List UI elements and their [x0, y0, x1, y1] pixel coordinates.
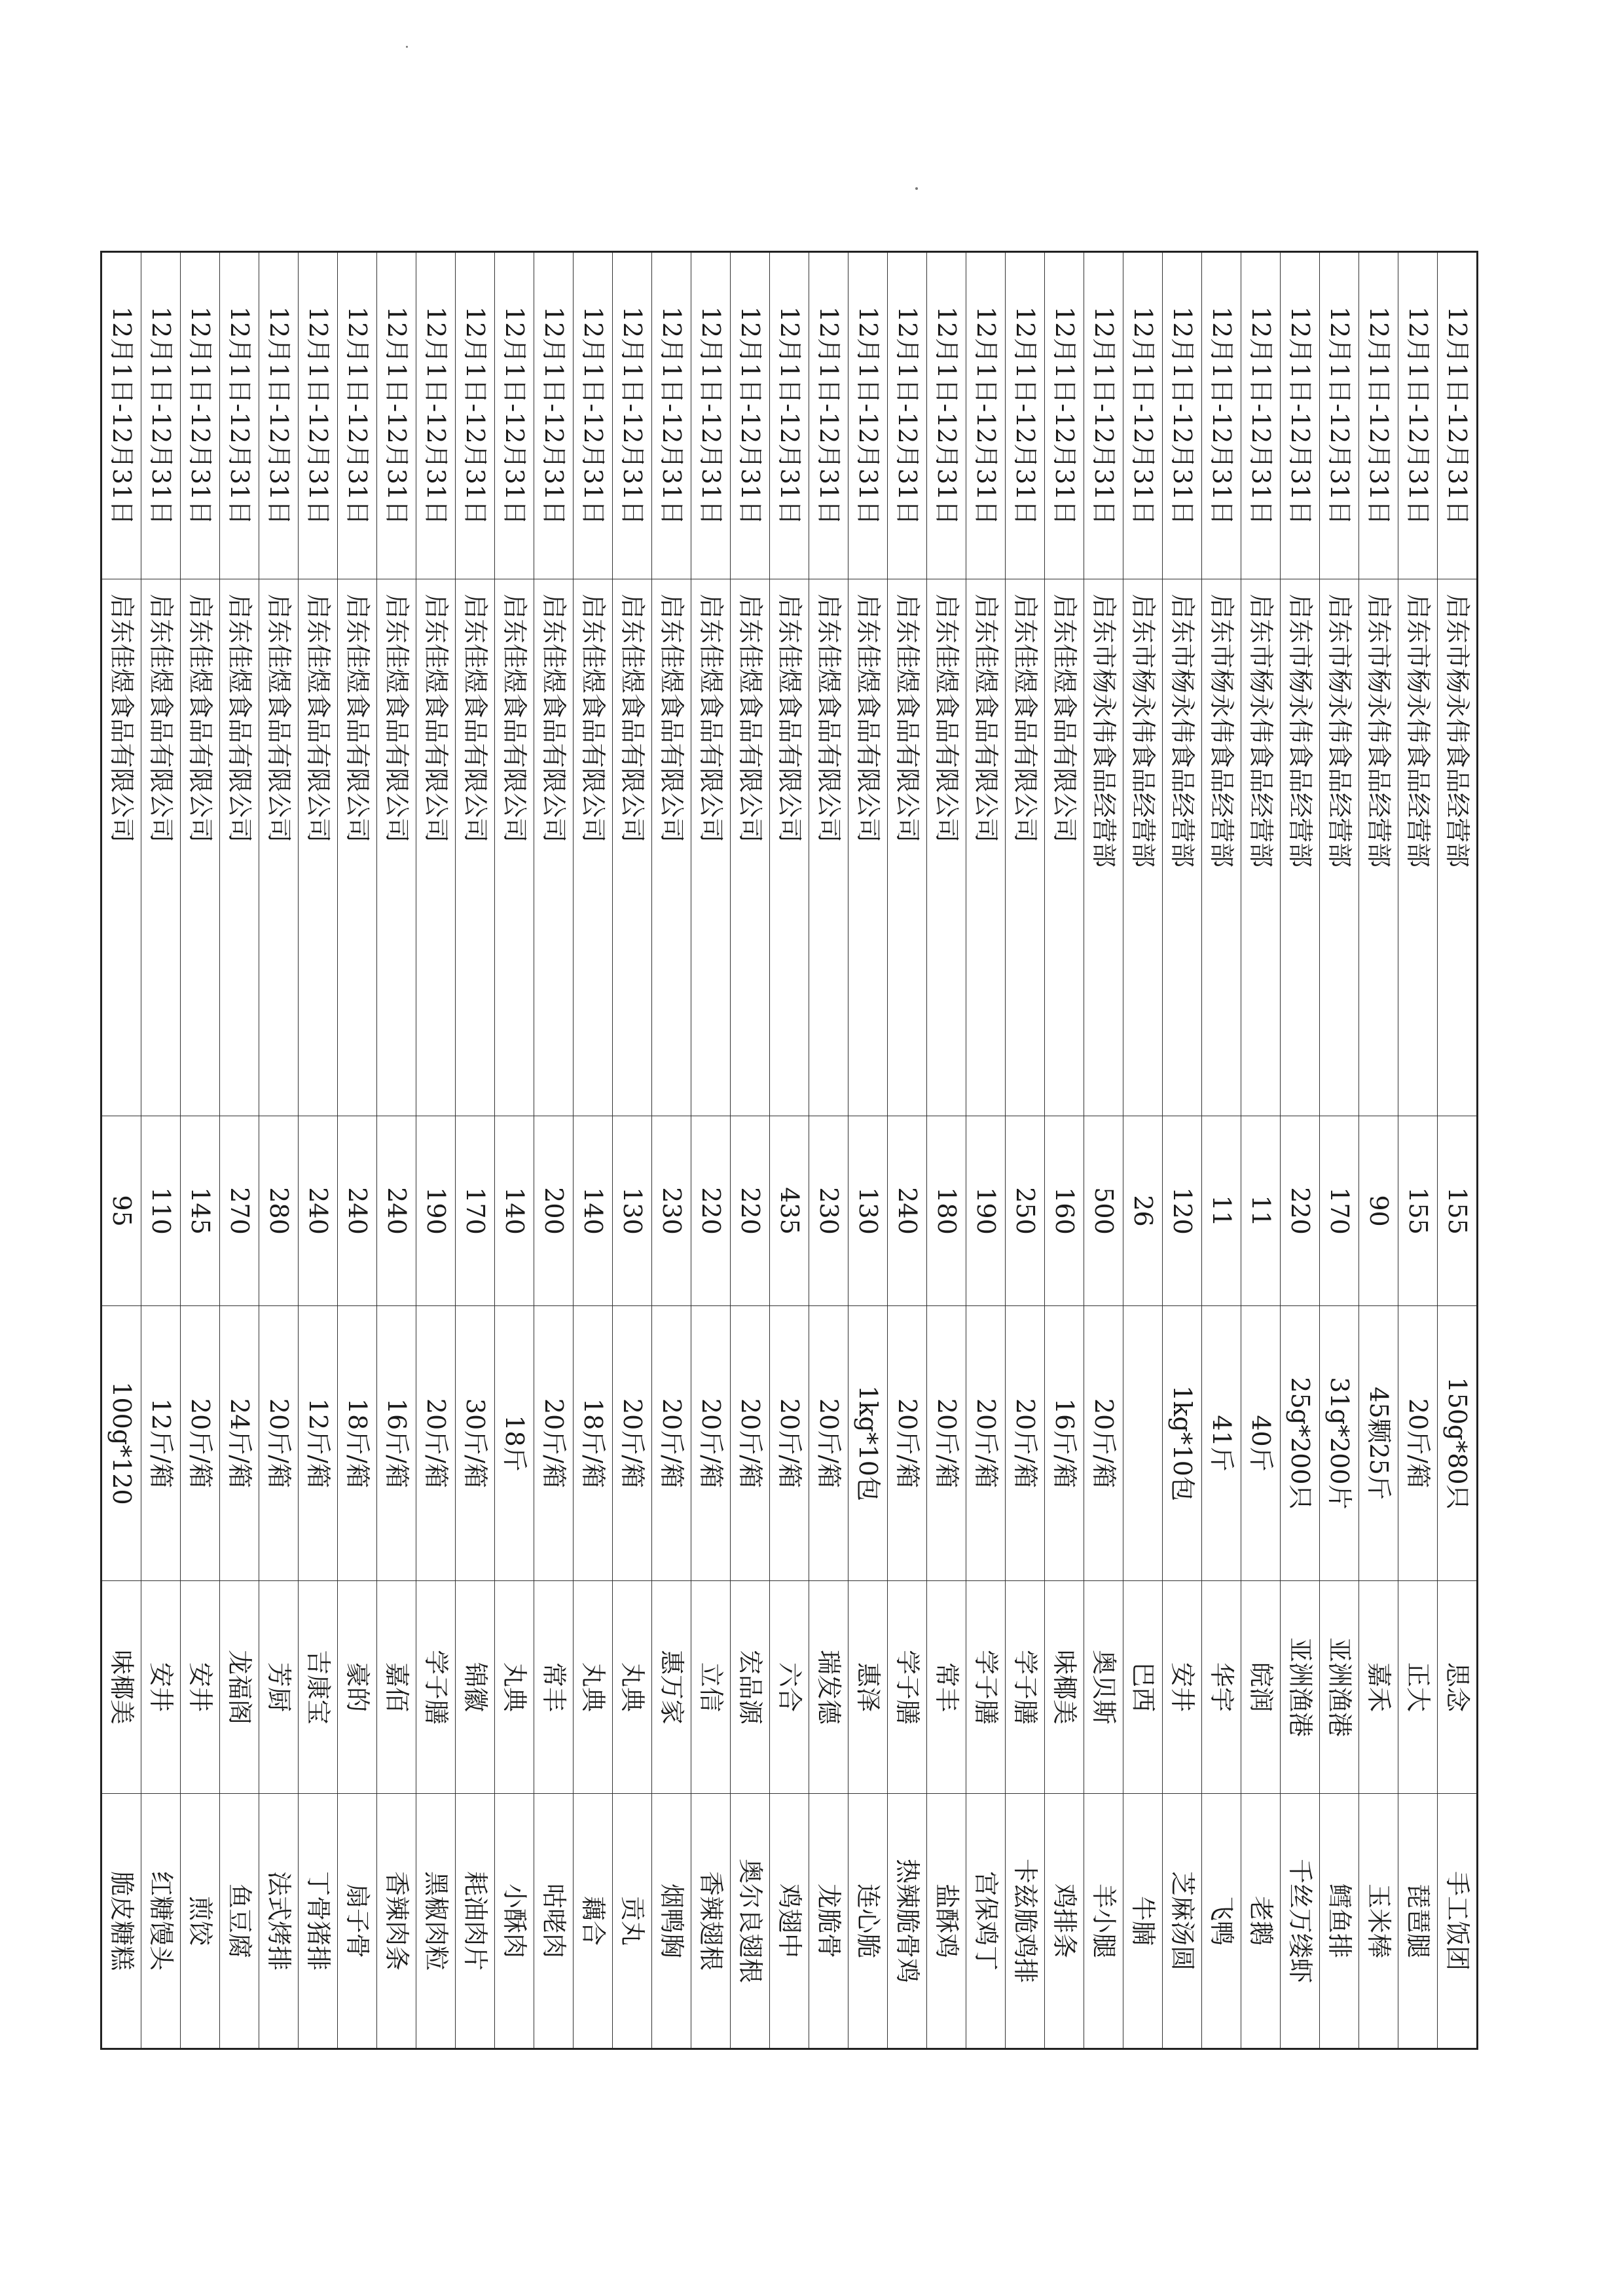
cell-date: 12月1日-12月31日	[926, 251, 966, 579]
table-row	[101, 251, 141, 2049]
cell-company: 启东佳煜食品有限公司	[926, 579, 966, 1116]
supply-table	[100, 251, 1478, 2050]
cell-qty: 190	[966, 1116, 1005, 1305]
cell-qty: 170	[1319, 1116, 1359, 1305]
cell-brand: 宏品源	[730, 1580, 769, 1793]
cell-name: 奥尔良翅根	[730, 1793, 769, 2049]
cell-company: 启东佳煜食品有限公司	[573, 579, 612, 1116]
cell-qty: 180	[926, 1116, 966, 1305]
table-row	[1044, 251, 1084, 2049]
cell-name: 羊小腿	[1084, 1793, 1123, 2049]
cell-spec: 20斤/箱	[534, 1305, 573, 1580]
cell-qty: 230	[651, 1116, 691, 1305]
table-row	[1398, 251, 1437, 2049]
cell-company: 启东佳煜食品有限公司	[1005, 579, 1044, 1116]
table-row	[1201, 251, 1241, 2049]
cell-company: 启东佳煜食品有限公司	[691, 579, 730, 1116]
cell-qty: 240	[298, 1116, 337, 1305]
cell-spec: 20斤/箱	[926, 1305, 966, 1580]
cell-spec: 25g*200只	[1280, 1305, 1319, 1580]
cell-date: 12月1日-12月31日	[612, 251, 651, 579]
cell-spec: 41斤	[1201, 1305, 1241, 1580]
cell-date: 12月1日-12月31日	[1123, 251, 1162, 579]
cell-spec: 16斤/箱	[376, 1305, 416, 1580]
cell-brand: 立信	[691, 1580, 730, 1793]
cell-date: 12月1日-12月31日	[1044, 251, 1084, 579]
table-row	[455, 251, 494, 2049]
cell-brand: 亚洲渔港	[1319, 1580, 1359, 1793]
cell-qty: 26	[1123, 1116, 1162, 1305]
table-row	[769, 251, 809, 2049]
cell-brand: 正大	[1398, 1580, 1437, 1793]
cell-name: 烟鸭胸	[651, 1793, 691, 2049]
cell-name: 扇子骨	[337, 1793, 376, 2049]
cell-spec: 45颗25斤	[1359, 1305, 1398, 1580]
cell-date: 12月1日-12月31日	[141, 251, 180, 579]
cell-date: 12月1日-12月31日	[1162, 251, 1201, 579]
cell-qty: 155	[1437, 1116, 1477, 1305]
cell-qty: 240	[376, 1116, 416, 1305]
cell-qty: 220	[1280, 1116, 1319, 1305]
cell-spec: 20斤/箱	[416, 1305, 455, 1580]
cell-qty: 140	[494, 1116, 534, 1305]
cell-spec: 1kg*10包	[848, 1305, 887, 1580]
scan-speck	[915, 187, 918, 190]
cell-date: 12月1日-12月31日	[1359, 251, 1398, 579]
table-row	[926, 251, 966, 2049]
cell-name: 手工饭团	[1437, 1793, 1477, 2049]
cell-name: 盐酥鸡	[926, 1793, 966, 2049]
cell-spec: 20斤/箱	[769, 1305, 809, 1580]
cell-spec: 1kg*10包	[1162, 1305, 1201, 1580]
cell-qty: 500	[1084, 1116, 1123, 1305]
cell-name: 鳕鱼排	[1319, 1793, 1359, 2049]
cell-company: 启东佳煜食品有限公司	[651, 579, 691, 1116]
cell-brand: 惠泽	[848, 1580, 887, 1793]
cell-brand: 味椰美	[1044, 1580, 1084, 1793]
table-row	[259, 251, 298, 2049]
cell-qty: 230	[809, 1116, 848, 1305]
cell-qty: 140	[573, 1116, 612, 1305]
cell-brand: 华宇	[1201, 1580, 1241, 1793]
cell-company: 启东市杨永伟食品经营部	[1319, 579, 1359, 1116]
cell-qty: 11	[1241, 1116, 1280, 1305]
cell-company: 启东市杨永伟食品经营部	[1437, 579, 1477, 1116]
cell-qty: 160	[1044, 1116, 1084, 1305]
cell-company: 启东佳煜食品有限公司	[1044, 579, 1084, 1116]
cell-qty: 280	[259, 1116, 298, 1305]
cell-spec: 12斤/箱	[141, 1305, 180, 1580]
cell-date: 12月1日-12月31日	[416, 251, 455, 579]
cell-company: 启东市杨永伟食品经营部	[1398, 579, 1437, 1116]
cell-qty: 130	[612, 1116, 651, 1305]
cell-qty: 170	[455, 1116, 494, 1305]
cell-name: 小酥肉	[494, 1793, 534, 2049]
table-row	[1280, 251, 1319, 2049]
table-row	[691, 251, 730, 2049]
cell-company: 启东佳煜食品有限公司	[376, 579, 416, 1116]
cell-brand: 学子膳	[416, 1580, 455, 1793]
cell-brand: 芳厨	[259, 1580, 298, 1793]
cell-spec: 150g*80只	[1437, 1305, 1477, 1580]
cell-qty: 240	[887, 1116, 926, 1305]
table-row	[141, 251, 180, 2049]
table-row	[809, 251, 848, 2049]
cell-brand: 嘉佰	[376, 1580, 416, 1793]
cell-qty: 435	[769, 1116, 809, 1305]
cell-brand: 丸典	[612, 1580, 651, 1793]
cell-company: 启东市杨永伟食品经营部	[1280, 579, 1319, 1116]
supply-table-body	[101, 251, 1477, 2049]
cell-date: 12月1日-12月31日	[1319, 251, 1359, 579]
table-row	[887, 251, 926, 2049]
cell-date: 12月1日-12月31日	[809, 251, 848, 579]
cell-name: 老鹅	[1241, 1793, 1280, 2049]
cell-brand: 丸典	[573, 1580, 612, 1793]
cell-brand: 嘉禾	[1359, 1580, 1398, 1793]
table-row	[219, 251, 259, 2049]
cell-name: 贡丸	[612, 1793, 651, 2049]
cell-qty: 220	[730, 1116, 769, 1305]
cell-spec: 20斤/箱	[691, 1305, 730, 1580]
cell-date: 12月1日-12月31日	[1241, 251, 1280, 579]
cell-brand: 安井	[1162, 1580, 1201, 1793]
cell-date: 12月1日-12月31日	[455, 251, 494, 579]
cell-company: 启东佳煜食品有限公司	[259, 579, 298, 1116]
cell-date: 12月1日-12月31日	[769, 251, 809, 579]
cell-name: 香辣翅根	[691, 1793, 730, 2049]
cell-brand: 巴西	[1123, 1580, 1162, 1793]
cell-date: 12月1日-12月31日	[1201, 251, 1241, 579]
cell-date: 12月1日-12月31日	[651, 251, 691, 579]
cell-date: 12月1日-12月31日	[730, 251, 769, 579]
cell-company: 启东佳煜食品有限公司	[730, 579, 769, 1116]
cell-spec: 24斤/箱	[219, 1305, 259, 1580]
cell-brand: 豪的	[337, 1580, 376, 1793]
cell-spec: 16斤/箱	[1044, 1305, 1084, 1580]
cell-spec: 20斤/箱	[809, 1305, 848, 1580]
cell-brand: 锦徽	[455, 1580, 494, 1793]
cell-qty: 270	[219, 1116, 259, 1305]
scan-speck	[406, 46, 408, 48]
cell-qty: 130	[848, 1116, 887, 1305]
cell-name: 红糖馒头	[141, 1793, 180, 2049]
cell-brand: 安井	[141, 1580, 180, 1793]
cell-company: 启东佳煜食品有限公司	[219, 579, 259, 1116]
table-row	[298, 251, 337, 2049]
cell-company: 启东佳煜食品有限公司	[534, 579, 573, 1116]
cell-brand: 丸典	[494, 1580, 534, 1793]
cell-spec: 20斤/箱	[180, 1305, 219, 1580]
cell-date: 12月1日-12月31日	[494, 251, 534, 579]
cell-brand: 思念	[1437, 1580, 1477, 1793]
cell-brand: 皖润	[1241, 1580, 1280, 1793]
cell-spec: 40斤	[1241, 1305, 1280, 1580]
cell-spec	[1123, 1305, 1162, 1580]
cell-brand: 惠万家	[651, 1580, 691, 1793]
cell-company: 启东市杨永伟食品经营部	[1241, 579, 1280, 1116]
cell-company: 启东佳煜食品有限公司	[494, 579, 534, 1116]
cell-date: 12月1日-12月31日	[219, 251, 259, 579]
cell-name: 芝麻汤圆	[1162, 1793, 1201, 2049]
cell-qty: 220	[691, 1116, 730, 1305]
cell-qty: 240	[337, 1116, 376, 1305]
cell-name: 牛腩	[1123, 1793, 1162, 2049]
table-row	[376, 251, 416, 2049]
cell-date: 12月1日-12月31日	[1005, 251, 1044, 579]
cell-name: 玉米棒	[1359, 1793, 1398, 2049]
table-row	[651, 251, 691, 2049]
cell-spec: 31g*200片	[1319, 1305, 1359, 1580]
table-row	[534, 251, 573, 2049]
cell-spec: 20斤/箱	[730, 1305, 769, 1580]
cell-qty: 145	[180, 1116, 219, 1305]
cell-name: 飞鸭	[1201, 1793, 1241, 2049]
cell-qty: 250	[1005, 1116, 1044, 1305]
table-row	[1241, 251, 1280, 2049]
cell-name: 香辣肉条	[376, 1793, 416, 2049]
cell-name: 千丝万缕虾	[1280, 1793, 1319, 2049]
cell-name: 法式烤排	[259, 1793, 298, 2049]
cell-qty: 200	[534, 1116, 573, 1305]
cell-name: 热辣脆骨鸡	[887, 1793, 926, 2049]
cell-date: 12月1日-12月31日	[1437, 251, 1477, 579]
cell-name: 宫保鸡丁	[966, 1793, 1005, 2049]
cell-date: 12月1日-12月31日	[573, 251, 612, 579]
cell-brand: 常丰	[534, 1580, 573, 1793]
cell-name: 鱼豆腐	[219, 1793, 259, 2049]
cell-name: 煎饺	[180, 1793, 219, 2049]
cell-name: 卡兹脆鸡排	[1005, 1793, 1044, 2049]
cell-company: 启东佳煜食品有限公司	[141, 579, 180, 1116]
cell-company: 启东市杨永伟食品经营部	[1123, 579, 1162, 1116]
table-row	[573, 251, 612, 2049]
table-row	[494, 251, 534, 2049]
cell-brand: 常丰	[926, 1580, 966, 1793]
cell-name: 鸡翅中	[769, 1793, 809, 2049]
cell-company: 启东佳煜食品有限公司	[337, 579, 376, 1116]
cell-name: 丁骨猪排	[298, 1793, 337, 2049]
cell-spec: 20斤/箱	[612, 1305, 651, 1580]
cell-name: 连心脆	[848, 1793, 887, 2049]
table-row	[848, 251, 887, 2049]
cell-name: 龙脆骨	[809, 1793, 848, 2049]
cell-date: 12月1日-12月31日	[259, 251, 298, 579]
cell-brand: 味椰美	[101, 1580, 141, 1793]
cell-company: 启东佳煜食品有限公司	[298, 579, 337, 1116]
cell-company: 启东佳煜食品有限公司	[848, 579, 887, 1116]
cell-name: 脆皮糖糕	[101, 1793, 141, 2049]
cell-brand: 瑞发德	[809, 1580, 848, 1793]
cell-company: 启东市杨永伟食品经营部	[1162, 579, 1201, 1116]
cell-brand: 学子膳	[966, 1580, 1005, 1793]
cell-date: 12月1日-12月31日	[534, 251, 573, 579]
cell-qty: 190	[416, 1116, 455, 1305]
cell-qty: 95	[101, 1116, 141, 1305]
cell-date: 12月1日-12月31日	[1084, 251, 1123, 579]
cell-company: 启东市杨永伟食品经营部	[1359, 579, 1398, 1116]
cell-name: 琵琶腿	[1398, 1793, 1437, 2049]
table-row	[416, 251, 455, 2049]
cell-company: 启东佳煜食品有限公司	[966, 579, 1005, 1116]
cell-spec: 100g*120	[101, 1305, 141, 1580]
cell-date: 12月1日-12月31日	[337, 251, 376, 579]
cell-company: 启东佳煜食品有限公司	[101, 579, 141, 1116]
cell-spec: 20斤/箱	[1084, 1305, 1123, 1580]
cell-spec: 20斤/箱	[1398, 1305, 1437, 1580]
table-row	[337, 251, 376, 2049]
table-row	[1123, 251, 1162, 2049]
table-row	[180, 251, 219, 2049]
cell-spec: 12斤/箱	[298, 1305, 337, 1580]
table-row	[730, 251, 769, 2049]
cell-brand: 吉康宝	[298, 1580, 337, 1793]
cell-date: 12月1日-12月31日	[966, 251, 1005, 579]
table-row	[1437, 251, 1477, 2049]
cell-qty: 120	[1162, 1116, 1201, 1305]
cell-brand: 六合	[769, 1580, 809, 1793]
cell-qty: 90	[1359, 1116, 1398, 1305]
cell-company: 启东佳煜食品有限公司	[455, 579, 494, 1116]
cell-qty: 155	[1398, 1116, 1437, 1305]
cell-date: 12月1日-12月31日	[180, 251, 219, 579]
table-row	[612, 251, 651, 2049]
cell-qty: 110	[141, 1116, 180, 1305]
cell-spec: 18斤	[494, 1305, 534, 1580]
cell-spec: 20斤/箱	[651, 1305, 691, 1580]
cell-date: 12月1日-12月31日	[848, 251, 887, 579]
cell-brand: 学子膳	[887, 1580, 926, 1793]
cell-name: 耗油肉片	[455, 1793, 494, 2049]
table-row	[1359, 251, 1398, 2049]
cell-spec: 20斤/箱	[259, 1305, 298, 1580]
cell-name: 黑椒肉粒	[416, 1793, 455, 2049]
cell-spec: 20斤/箱	[966, 1305, 1005, 1580]
cell-brand: 安井	[180, 1580, 219, 1793]
cell-company: 启东佳煜食品有限公司	[809, 579, 848, 1116]
cell-qty: 11	[1201, 1116, 1241, 1305]
cell-name: 咕咾肉	[534, 1793, 573, 2049]
cell-company: 启东佳煜食品有限公司	[887, 579, 926, 1116]
table-row	[1005, 251, 1044, 2049]
cell-date: 12月1日-12月31日	[1398, 251, 1437, 579]
cell-spec: 20斤/箱	[1005, 1305, 1044, 1580]
cell-date: 12月1日-12月31日	[298, 251, 337, 579]
cell-spec: 18斤/箱	[337, 1305, 376, 1580]
cell-company: 启东佳煜食品有限公司	[180, 579, 219, 1116]
cell-date: 12月1日-12月31日	[376, 251, 416, 579]
table-row	[966, 251, 1005, 2049]
cell-brand: 奥贝斯	[1084, 1580, 1123, 1793]
cell-company: 启东市杨永伟食品经营部	[1201, 579, 1241, 1116]
cell-company: 启东佳煜食品有限公司	[416, 579, 455, 1116]
table-row	[1084, 251, 1123, 2049]
table-row	[1162, 251, 1201, 2049]
cell-spec: 20斤/箱	[887, 1305, 926, 1580]
rotated-table-sheet	[61, 251, 1478, 2048]
table-row	[1319, 251, 1359, 2049]
cell-company: 启东市杨永伟食品经营部	[1084, 579, 1123, 1116]
cell-date: 12月1日-12月31日	[101, 251, 141, 579]
cell-date: 12月1日-12月31日	[691, 251, 730, 579]
cell-brand: 亚洲渔港	[1280, 1580, 1319, 1793]
cell-name: 藕合	[573, 1793, 612, 2049]
cell-date: 12月1日-12月31日	[1280, 251, 1319, 579]
cell-date: 12月1日-12月31日	[887, 251, 926, 579]
cell-company: 启东佳煜食品有限公司	[612, 579, 651, 1116]
cell-brand: 学子膳	[1005, 1580, 1044, 1793]
cell-spec: 18斤/箱	[573, 1305, 612, 1580]
cell-name: 鸡排条	[1044, 1793, 1084, 2049]
cell-spec: 30斤/箱	[455, 1305, 494, 1580]
cell-company: 启东佳煜食品有限公司	[769, 579, 809, 1116]
cell-brand: 龙福阁	[219, 1580, 259, 1793]
